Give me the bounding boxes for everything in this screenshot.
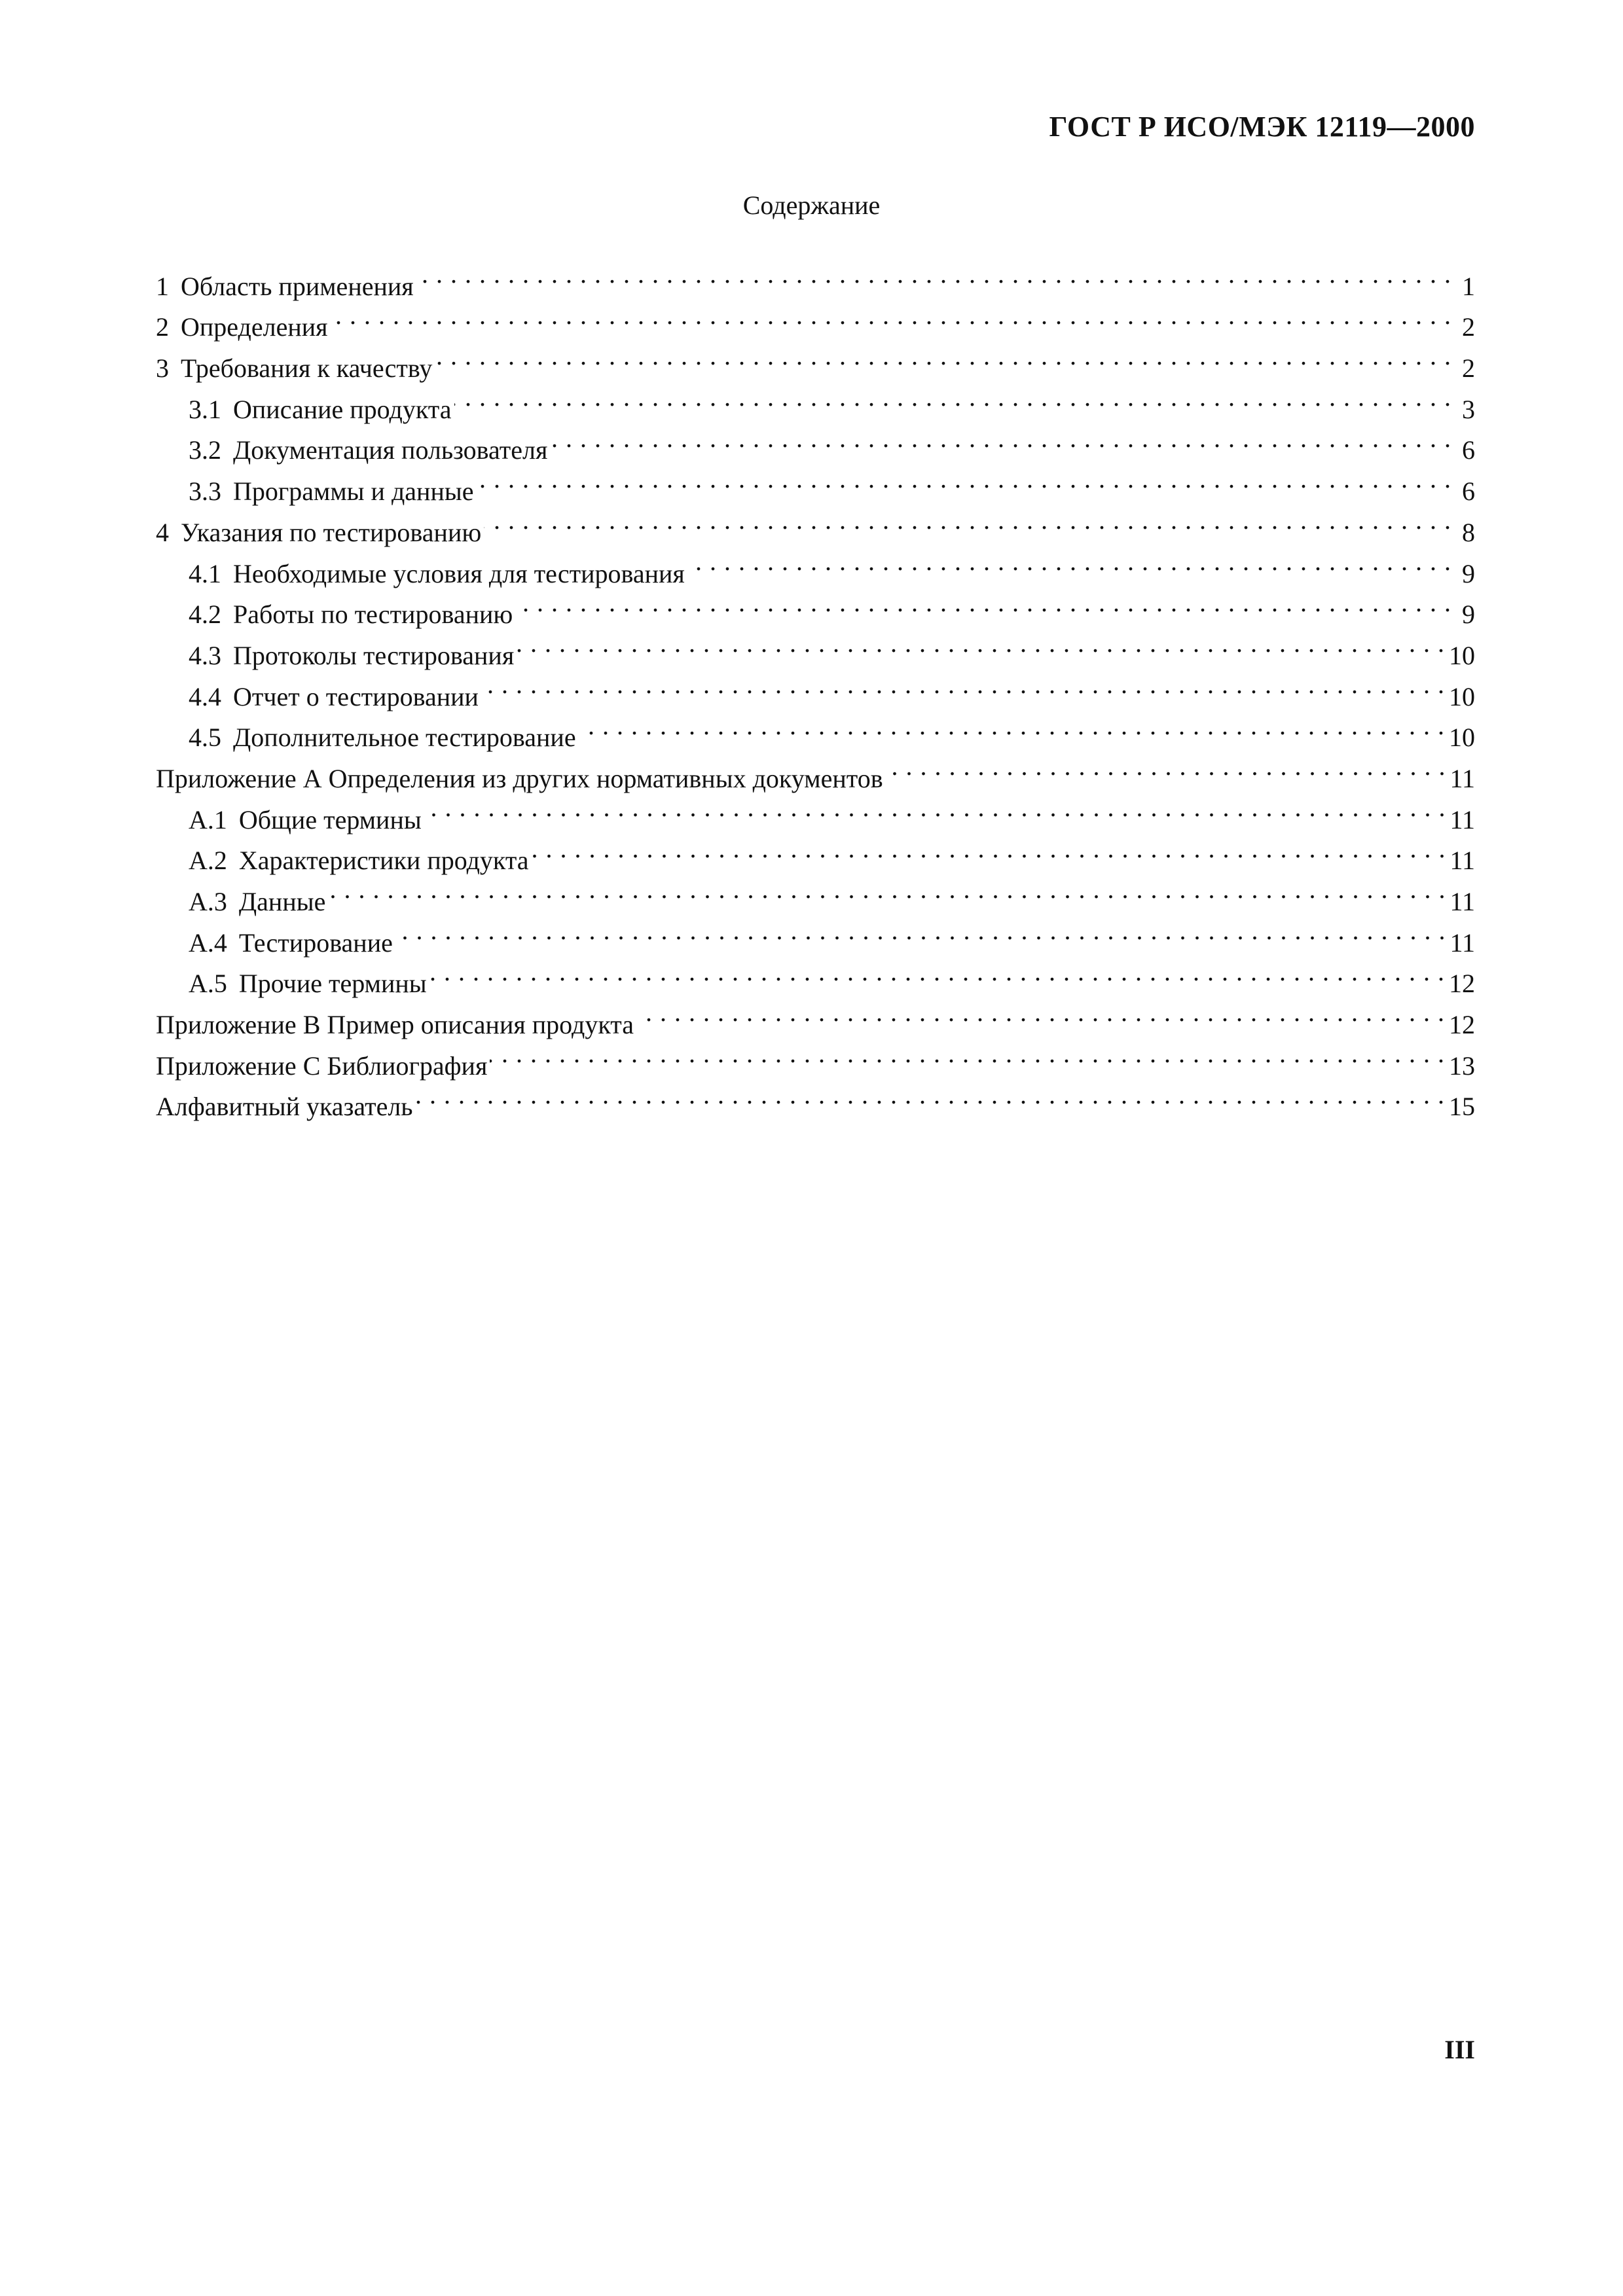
toc-entry[interactable] [156, 295, 1475, 342]
toc-entry-label: Данные [238, 887, 326, 916]
toc-entry-number: 3.3 [189, 476, 221, 507]
toc-entry-page: 11 [1450, 927, 1475, 958]
toc-entry-label: Необходимые условия для тестирования [233, 558, 685, 588]
toc-dot-leader [484, 500, 1451, 541]
toc-entry-page: 10 [1449, 681, 1475, 711]
toc-dot-leader [579, 706, 1445, 747]
toc-dot-leader [424, 787, 1446, 829]
toc-entry-number: 4.1 [189, 558, 221, 588]
toc-entry-page: 10 [1449, 640, 1475, 670]
toc-dot-leader [687, 541, 1451, 583]
toc-entry-label: Характеристики продукта [238, 846, 529, 876]
toc-entry-page: 11 [1450, 846, 1475, 876]
toc-dot-leader [416, 254, 1451, 295]
toc-entry-label: Отчет о тестировании [233, 681, 479, 711]
toc-entry-label: Общие термины [238, 804, 422, 834]
toc-dot-leader [328, 869, 1446, 910]
toc-entry-page: 13 [1449, 1050, 1475, 1081]
toc-entry-label: Работы по тестированию [233, 600, 513, 630]
toc-dot-leader [454, 377, 1452, 418]
toc-entry-page: 6 [1462, 476, 1475, 507]
toc-entry-page: 11 [1450, 887, 1475, 916]
toc-entry[interactable] [156, 254, 1475, 301]
toc-entry-number: 4.4 [189, 681, 221, 711]
toc-dot-leader [636, 992, 1445, 1033]
toc-entry-label: Приложение С Библиография [156, 1050, 488, 1081]
toc-entry-label: Протоколы тестирования [233, 640, 515, 670]
toc-entry-label: Дополнительное тестирование [233, 723, 576, 753]
toc-dot-leader [532, 829, 1446, 870]
toc-entry-number: 4.2 [189, 600, 221, 630]
toc-entry-page: 10 [1449, 723, 1475, 753]
toc-entry-label: Документация пользователя [233, 435, 548, 465]
document-header-id: ГОСТ Р ИСО/МЭК 12119—2000 [1049, 111, 1475, 143]
toc-entry-number: А.1 [189, 804, 227, 834]
toc-entry-page: 8 [1462, 517, 1475, 547]
toc-dot-leader [477, 459, 1452, 500]
toc-entry-number: 3.1 [189, 394, 221, 424]
toc-entry-page: 11 [1450, 804, 1475, 834]
toc-entry-number: 4.5 [189, 723, 221, 753]
toc-entry-page: 2 [1462, 353, 1475, 384]
toc-entry-label: Указания по тестированию [181, 517, 482, 547]
toc-entry-page: 11 [1450, 763, 1475, 793]
toc-entry-number: 1 [156, 271, 169, 301]
toc-entry-number: А.2 [189, 846, 227, 876]
toc-entry-number: А.5 [189, 969, 227, 999]
toc-entry-label: Определения [181, 312, 328, 342]
toc-entry-label: Тестирование [238, 927, 393, 958]
toc-entry-page: 6 [1462, 435, 1475, 465]
table-of-contents [156, 254, 1475, 1122]
toc-title-text: Содержание [742, 190, 881, 220]
toc-dot-leader [481, 664, 1445, 706]
toc-dot-leader [515, 583, 1451, 624]
toc-dot-leader [550, 418, 1451, 459]
toc-dot-leader [395, 910, 1446, 952]
toc-entry-number: 3.2 [189, 435, 221, 465]
toc-dot-leader [416, 1075, 1445, 1116]
page-number: III [1444, 2035, 1475, 2064]
toc-entry-label: Прочие термины [238, 969, 427, 999]
toc-entry-page: 3 [1462, 394, 1475, 424]
toc-dot-leader [517, 623, 1445, 664]
toc-subentry[interactable] [156, 910, 1475, 958]
toc-title [0, 190, 1623, 221]
toc-entry-page: 9 [1462, 600, 1475, 630]
toc-entry-label: Область применения [181, 271, 414, 301]
toc-entry-number: 4 [156, 517, 169, 547]
toc-entry-label: Приложение В Пример описания продукта [156, 1010, 634, 1040]
toc-entry-label: Описание продукта [233, 394, 452, 424]
toc-dot-leader [331, 295, 1451, 336]
toc-dot-leader [490, 1033, 1445, 1075]
toc-dot-leader [435, 336, 1451, 377]
toc-entry-label: Требования к качеству [181, 353, 433, 384]
toc-entry-page: 2 [1462, 312, 1475, 342]
toc-entry-page: 12 [1449, 969, 1475, 999]
toc-entry-number: 4.3 [189, 640, 221, 670]
toc-entry-number: А.4 [189, 927, 227, 958]
toc-entry-label: Программы и данные [233, 476, 474, 507]
toc-dot-leader [429, 952, 1445, 993]
toc-entry-page: 15 [1449, 1092, 1475, 1122]
toc-entry-number: 2 [156, 312, 169, 342]
toc-entry-page: 1 [1462, 271, 1475, 301]
toc-dot-leader [886, 746, 1446, 787]
toc-entry-label: Алфавитный указатель [156, 1092, 413, 1122]
toc-entry-page: 9 [1462, 558, 1475, 588]
toc-entry[interactable] [156, 336, 1475, 384]
toc-entry-number: А.3 [189, 887, 227, 916]
toc-entry-number: 3 [156, 353, 169, 384]
toc-entry-page: 12 [1449, 1010, 1475, 1040]
toc-subentry[interactable] [156, 869, 1475, 916]
toc-entry-label: Приложение А Определения из других нормативных документов [156, 763, 883, 793]
